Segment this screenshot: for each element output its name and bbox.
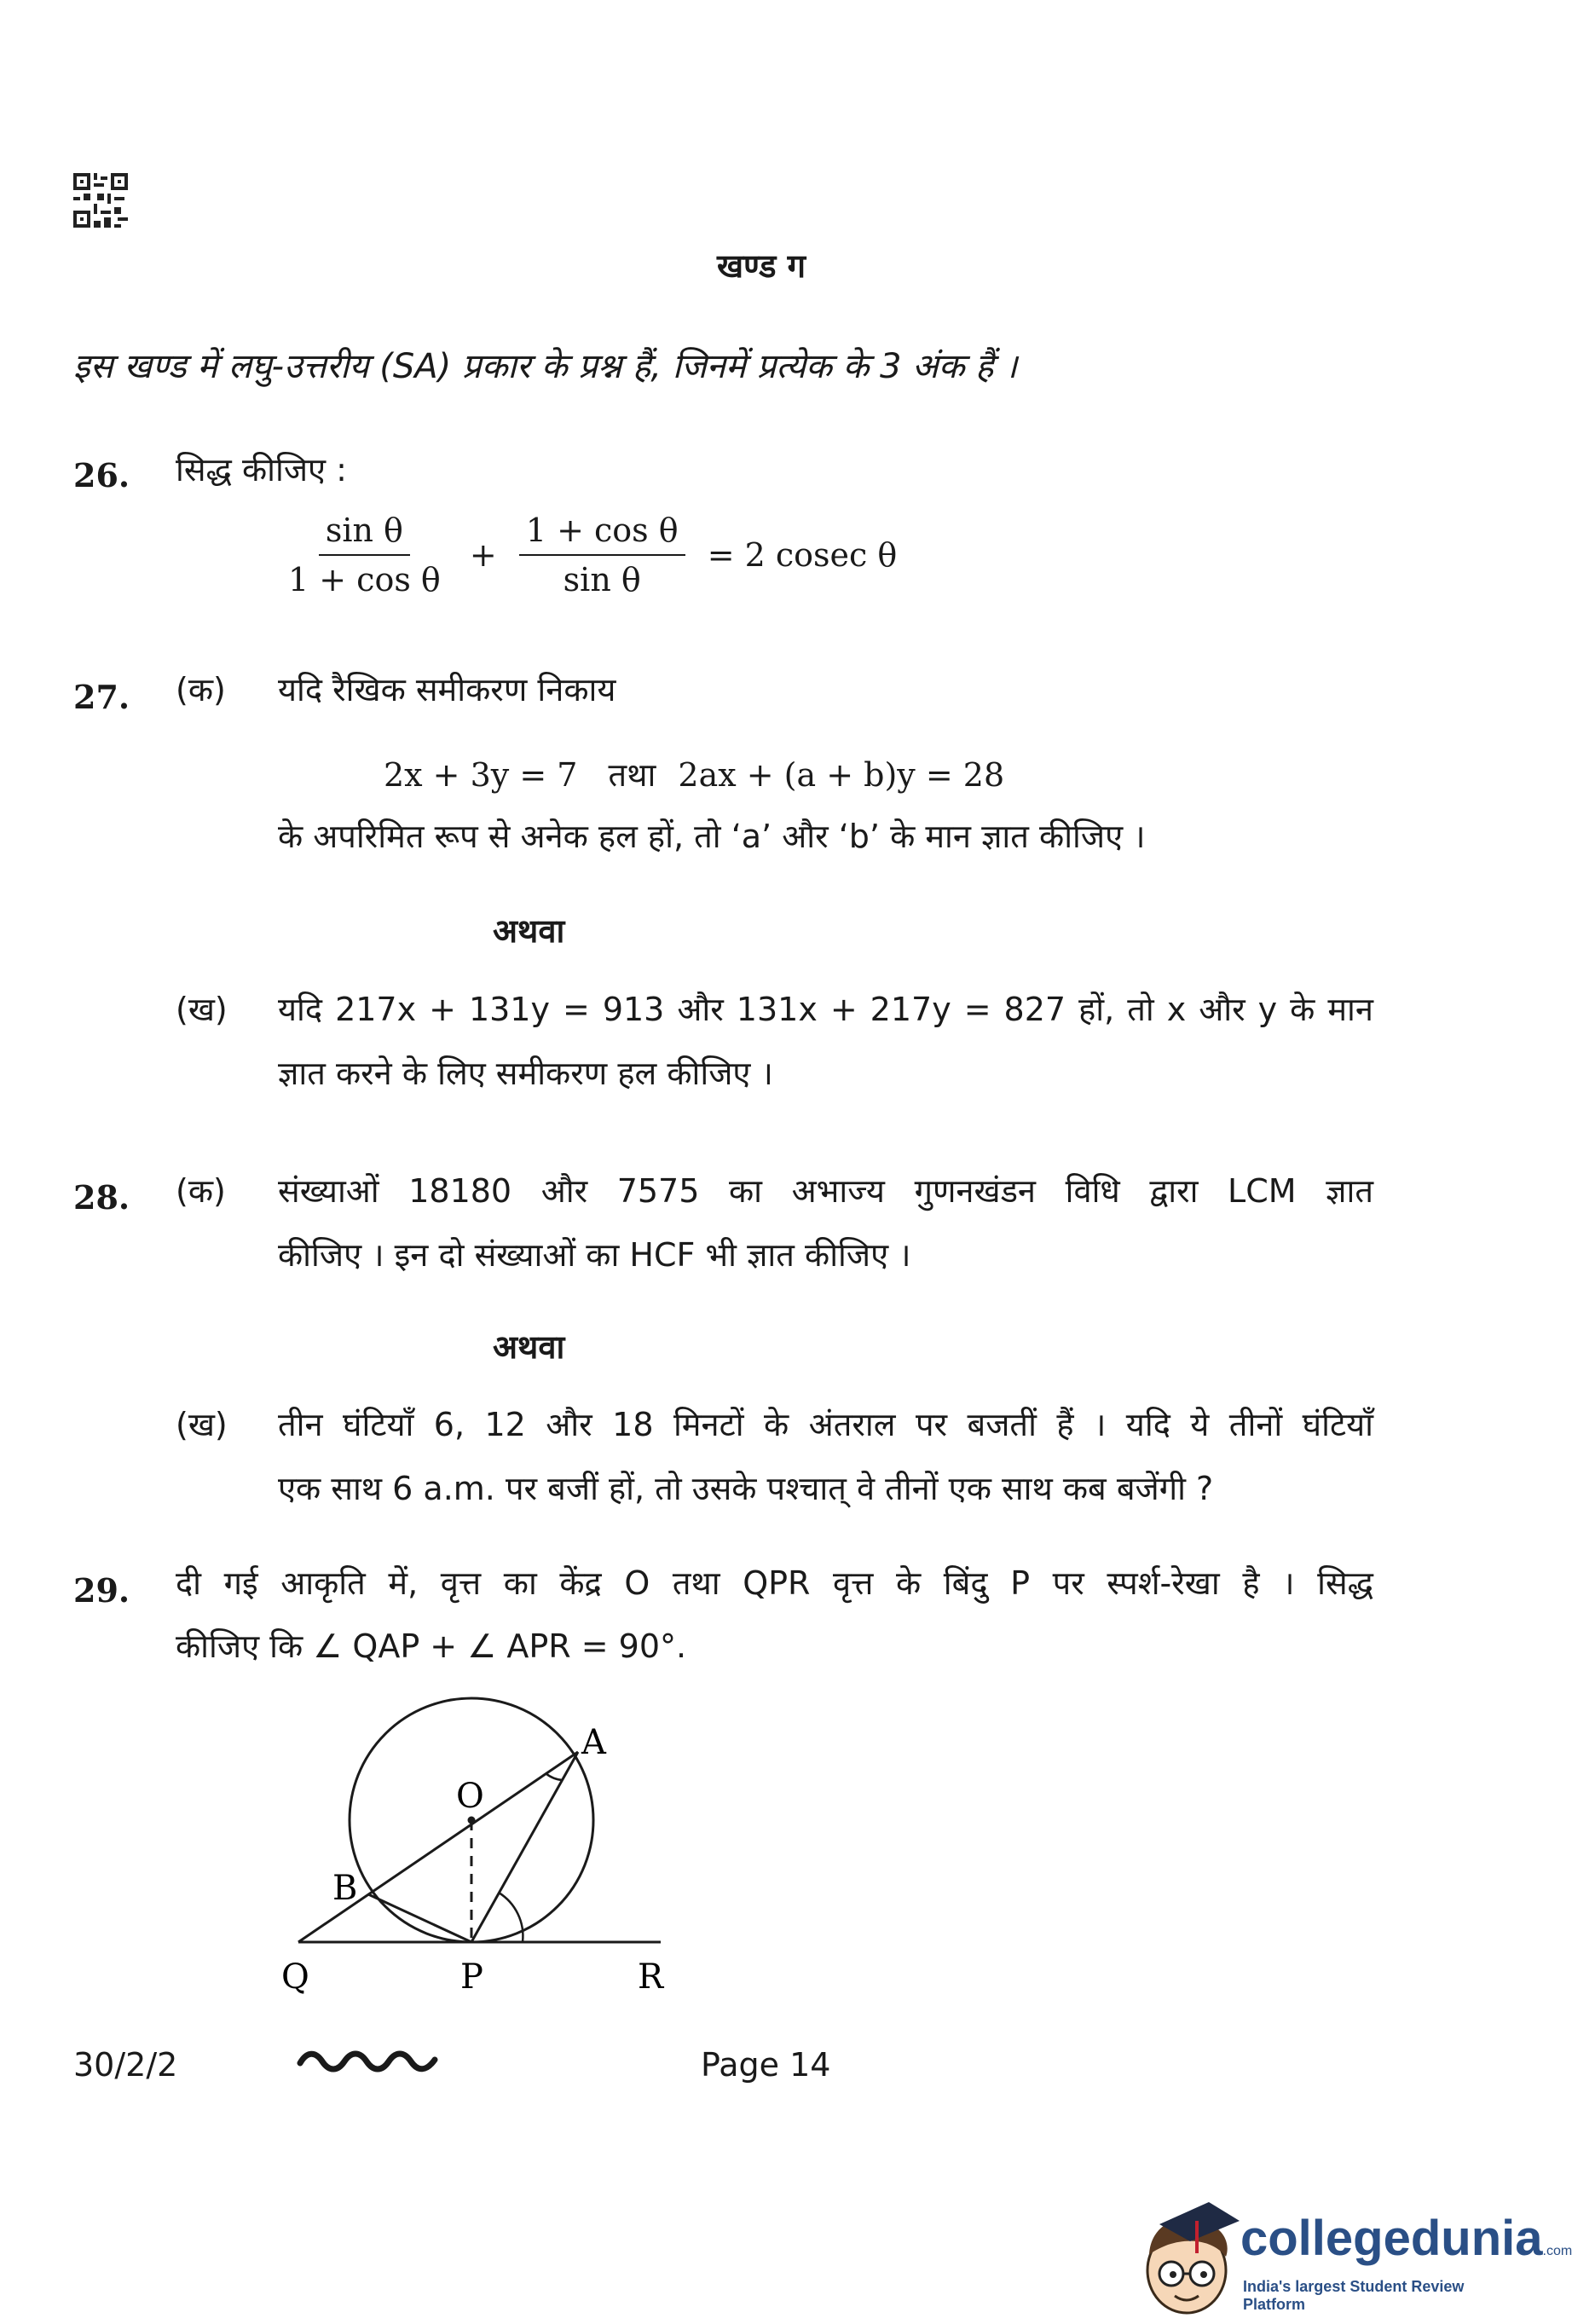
q29-circle-figure [256,1697,682,2003]
q27-a-equations [384,752,1004,796]
label-a: A [581,1723,606,1762]
q27-a-label: (क) [176,671,226,708]
page-number: Page 14 [701,2046,831,2084]
label-q: Q [281,1957,309,1997]
angle-arc-a [546,1773,563,1780]
wave-ornament-icon [297,2046,440,2075]
q26-identity [281,512,909,598]
q26-frac2-numerator: 1 + cos θ [519,512,685,556]
label-p: P [460,1957,483,1997]
qr-code-icon [73,173,128,228]
q27-b-label: (ख) [176,991,228,1028]
section-title: खण्ड ग [716,247,806,285]
q27-a-line1: यदि रैखिक समीकरण निकाय [278,671,616,708]
brand-suffix: .com [1542,2244,1572,2258]
q26-fraction-1 [281,512,448,598]
q28-b-label: (ख) [176,1406,228,1443]
q28-or: अथवा [493,1328,565,1366]
q28-b-line2: एक साथ 6 a.m. पर बजीं हों, तो उसके पश्चात् वे तीनों एक साथ कब बजेंगी ? [278,1470,1214,1507]
q27-eq1: 2x + 3y = 7 [384,756,578,794]
brand-name: collegedunia [1240,2211,1543,2266]
q28-number: 28. [73,1178,130,1217]
q29-number: 29. [73,1571,130,1610]
q29-line1: दी गई आकृति में, वृत्त का केंद्र O तथा QPR वृत्त के बिंदु P पर स्पर्श-रेखा है । सिद्ध [176,1564,1373,1602]
label-o: O [456,1777,484,1816]
q28-b-line1: तीन घंटियाँ 6, 12 और 18 मिनटों के अंतराल पर बजतीं हैं । यदि ये तीनों घंटियाँ [278,1406,1373,1443]
center-point-o [468,1817,476,1824]
q27-and: तथा [608,756,656,794]
paper-code: 30/2/2 [73,2046,178,2084]
q26-frac2-denominator: sin θ [563,561,641,598]
q26-frac1-numerator: sin θ [319,512,410,556]
q27-b-line2: ज्ञात करने के लिए समीकरण हल कीजिए । [278,1055,773,1092]
q26-frac1-denominator: 1 + cos θ [288,561,441,598]
q26-number: 26. [73,456,130,494]
q26-rhs: = 2 cosec θ [707,536,898,574]
chord-bp [368,1894,471,1942]
q27-b-line1: यदि 217x + 131y = 913 और 131x + 217y = 827 हों, तो x और y के मान [278,991,1373,1028]
q26-fraction-2 [519,512,685,598]
label-r: R [638,1957,664,1997]
brand-tagline: India's largest Student Review Platform [1243,2278,1465,2313]
q29-line2: कीजिए कि ∠ QAP + ∠ APR = 90°. [176,1627,687,1665]
label-b: B [332,1869,358,1908]
brand-logo [1240,2210,1572,2267]
secant-line-qa [298,1752,578,1942]
q27-or: अथवा [493,912,565,950]
q28-a-line1: संख्याओं 18180 और 7575 का अभाज्य गुणनखंडन विधि द्वारा LCM ज्ञात [278,1172,1373,1210]
q27-eq2: 2ax + (a + b)y = 28 [678,756,1005,794]
q28-a-line2: कीजिए । इन दो संख्याओं का HCF भी ज्ञात कीजिए । [278,1236,911,1274]
q26-plus: + [469,536,497,574]
mascot-logo-icon [1134,2195,1245,2319]
q27-a-line3: के अपरिमित रूप से अनेक हल हों, तो ‘a’ और ‘b’ के मान ज्ञात कीजिए । [278,818,1146,855]
section-intro: इस खण्ड में लघु-उत्तरीय (SA) प्रकार के प्रश्न हैं, जिनमें प्रत्येक के 3 अंक हैं । [73,347,1018,386]
q27-number: 27. [73,678,130,716]
q26-prompt: सिद्ध कीजिए : [176,451,347,489]
q28-a-label: (क) [176,1172,226,1210]
